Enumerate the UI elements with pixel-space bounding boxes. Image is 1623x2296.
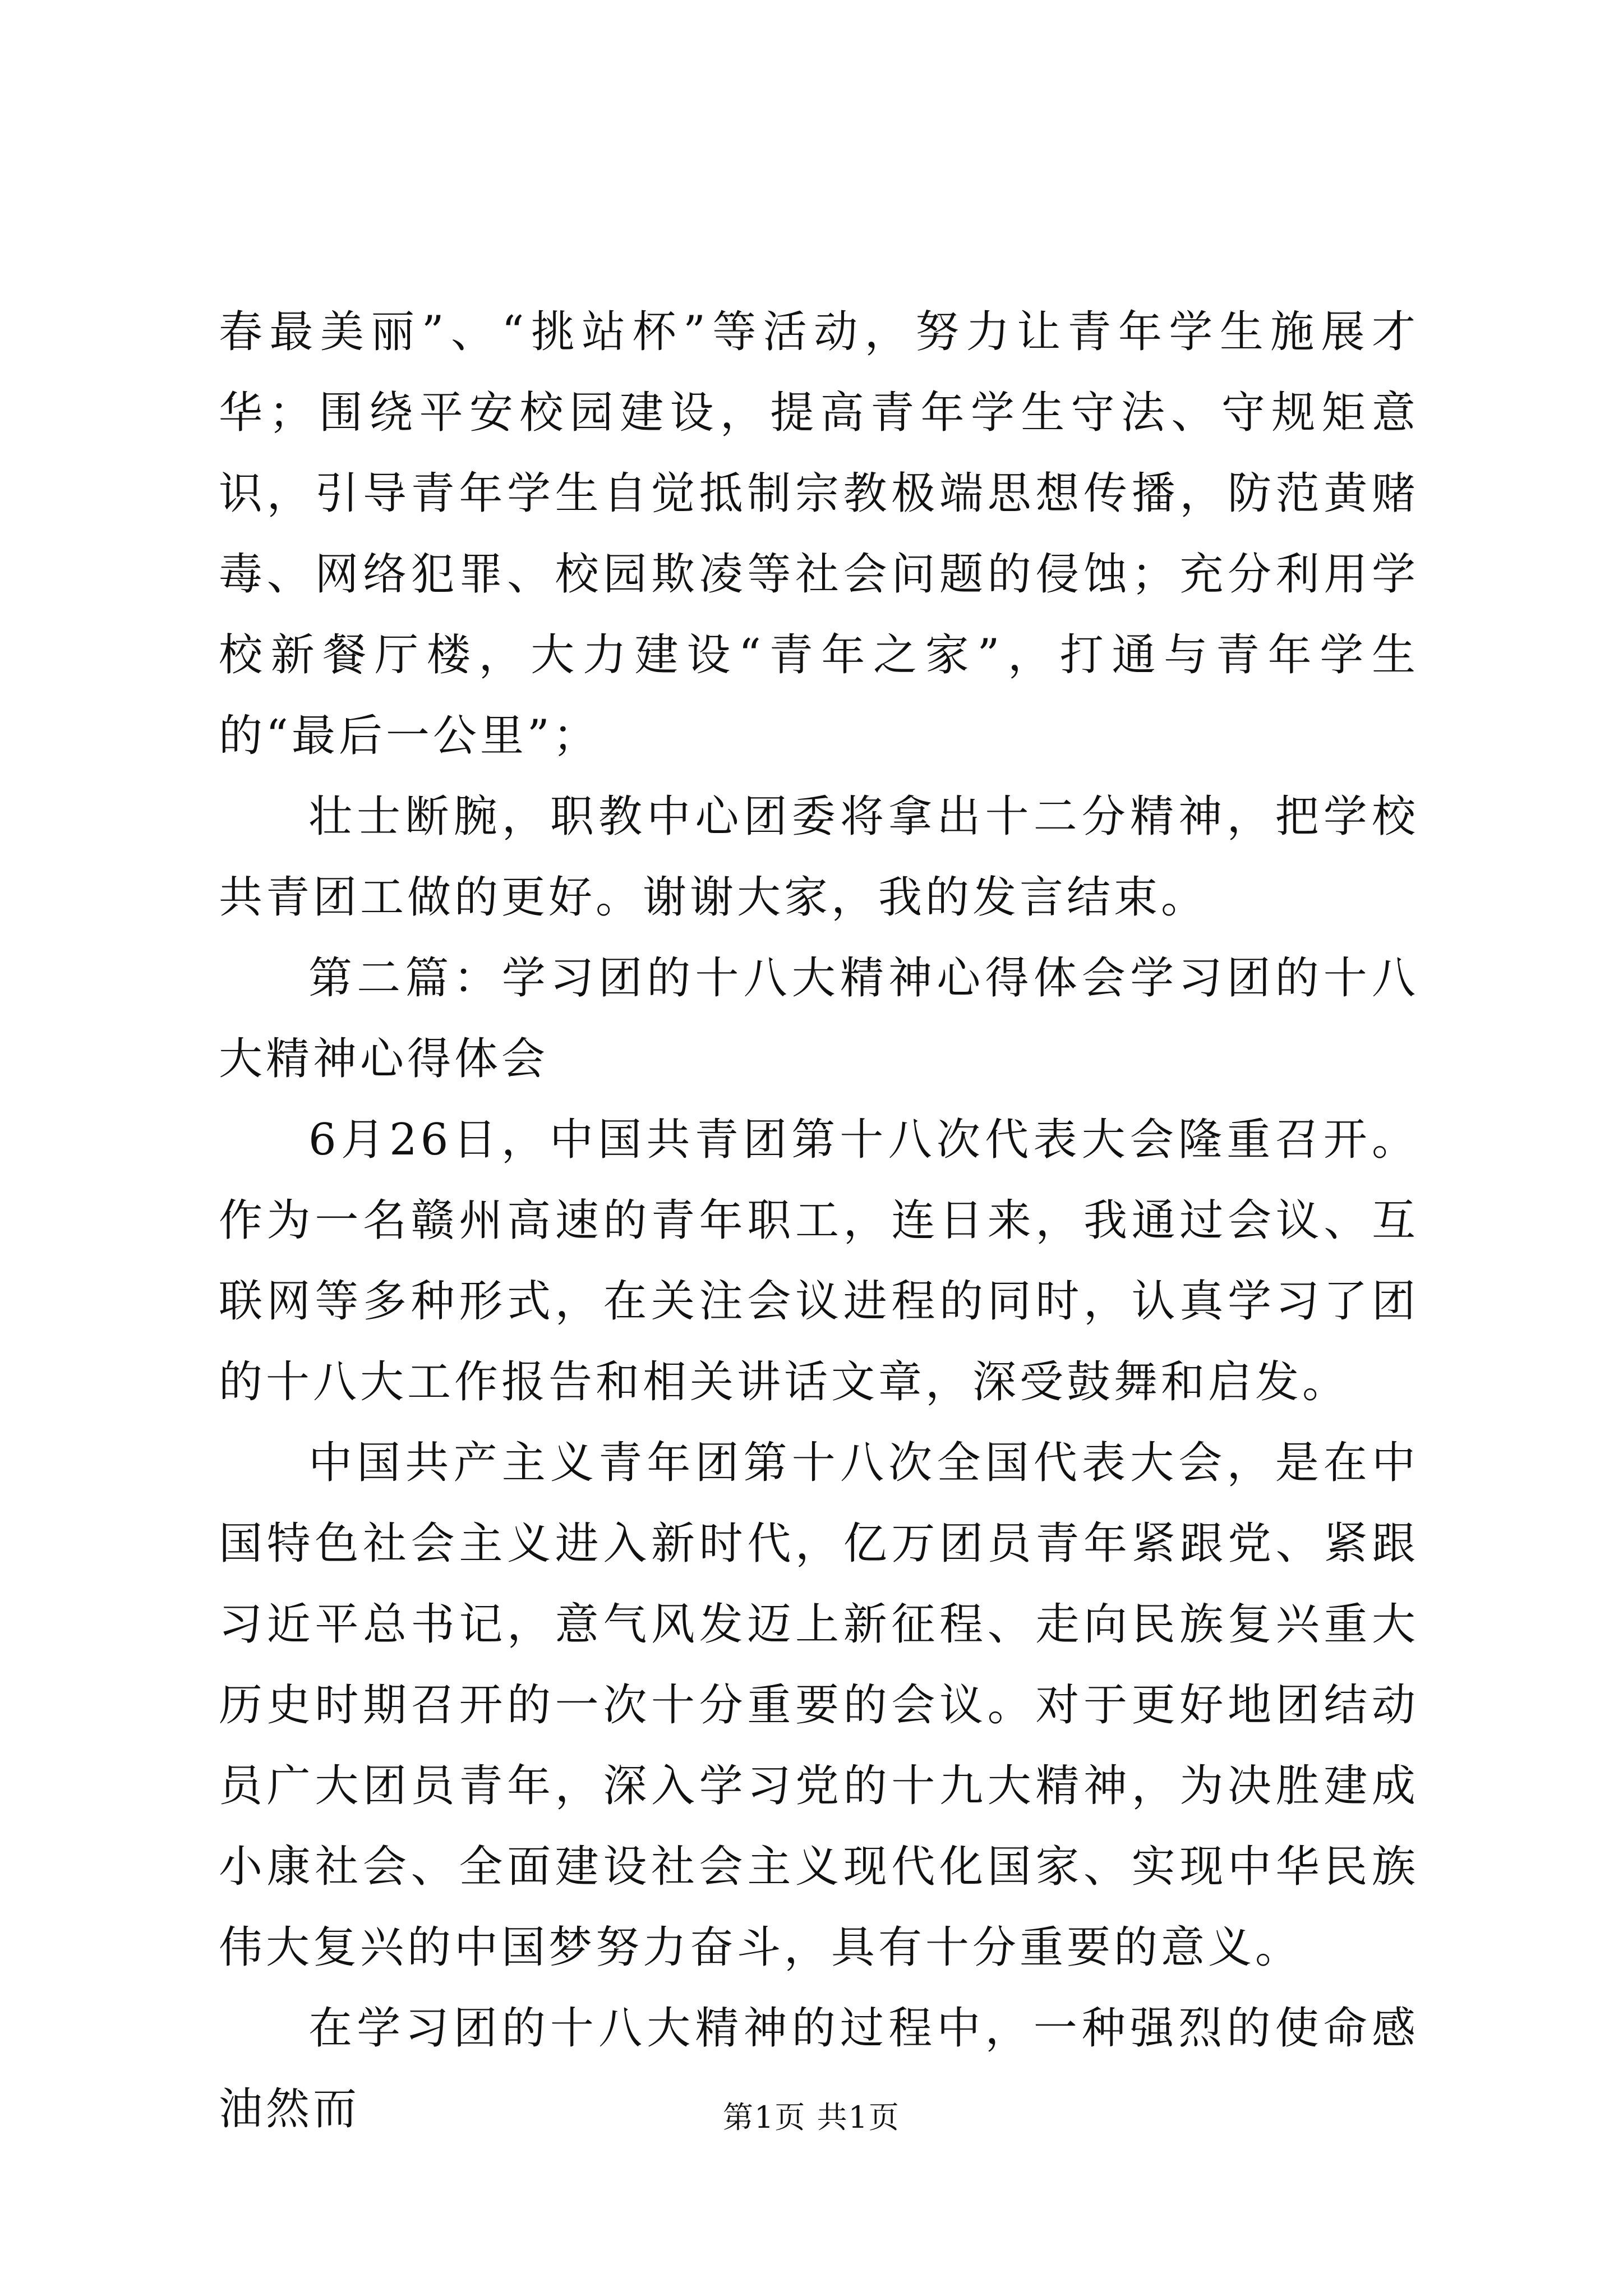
paragraph-continuation: 春最美丽”、“挑站杯”等活动，努力让青年学生施展才华；围绕平安校园建设，提高青年学生守法、守规矩意识，引导青年学生自觉抵制宗教极端思想传播，防范黄赌毒、网络犯罪、校园欺凌等社会问题的侵蚀；充分利用学校新餐厅楼，大力建设“青年之家”，打通与青年学生的“最后一公里”；: [219, 307, 1419, 761]
section-heading-part-two: 第二篇：学习团的十八大精神心得体会学习团的十八大精神心得体会: [219, 953, 1419, 1084]
page-footer: 第1页 共1页: [723, 2100, 900, 2135]
paragraph-congress-significance: 中国共产主义青年团第十八次全国代表大会，是在中国特色社会主义进入新时代，亿万团员青年紧跟党、紧跟习近平总书记，意气风发迈上新征程、走向民族复兴重大历史时期召开的一次十分重要的会议。对于更好地团结动员广大团员青年，深入学习党的十九大精神，为决胜建成小康社会、全面建设社会主义现代化国家、实现中华民族伟大复兴的中国梦努力奋斗，具有十分重要的意义。: [219, 1438, 1419, 1973]
paragraph-congress-opening: 6月26日，中国共青团第十八次代表大会隆重召开。作为一名赣州高速的青年职工，连日来，我通过会议、互联网等多种形式，在关注会议进程的同时，认真学习了团的十八大工作报告和相关讲话文章，深受鼓舞和启发。: [219, 1115, 1419, 1407]
paragraph-mission: 在学习团的十八大精神的过程中，一种强烈的使命感油然而: [219, 2003, 1419, 2134]
paragraph-closing-remarks: 壮士断腕，职教中心团委将拿出十二分精神，把学校共青团工做的更好。谢谢大家，我的发言结束。: [219, 792, 1419, 923]
document-body: [219, 292, 1419, 2150]
